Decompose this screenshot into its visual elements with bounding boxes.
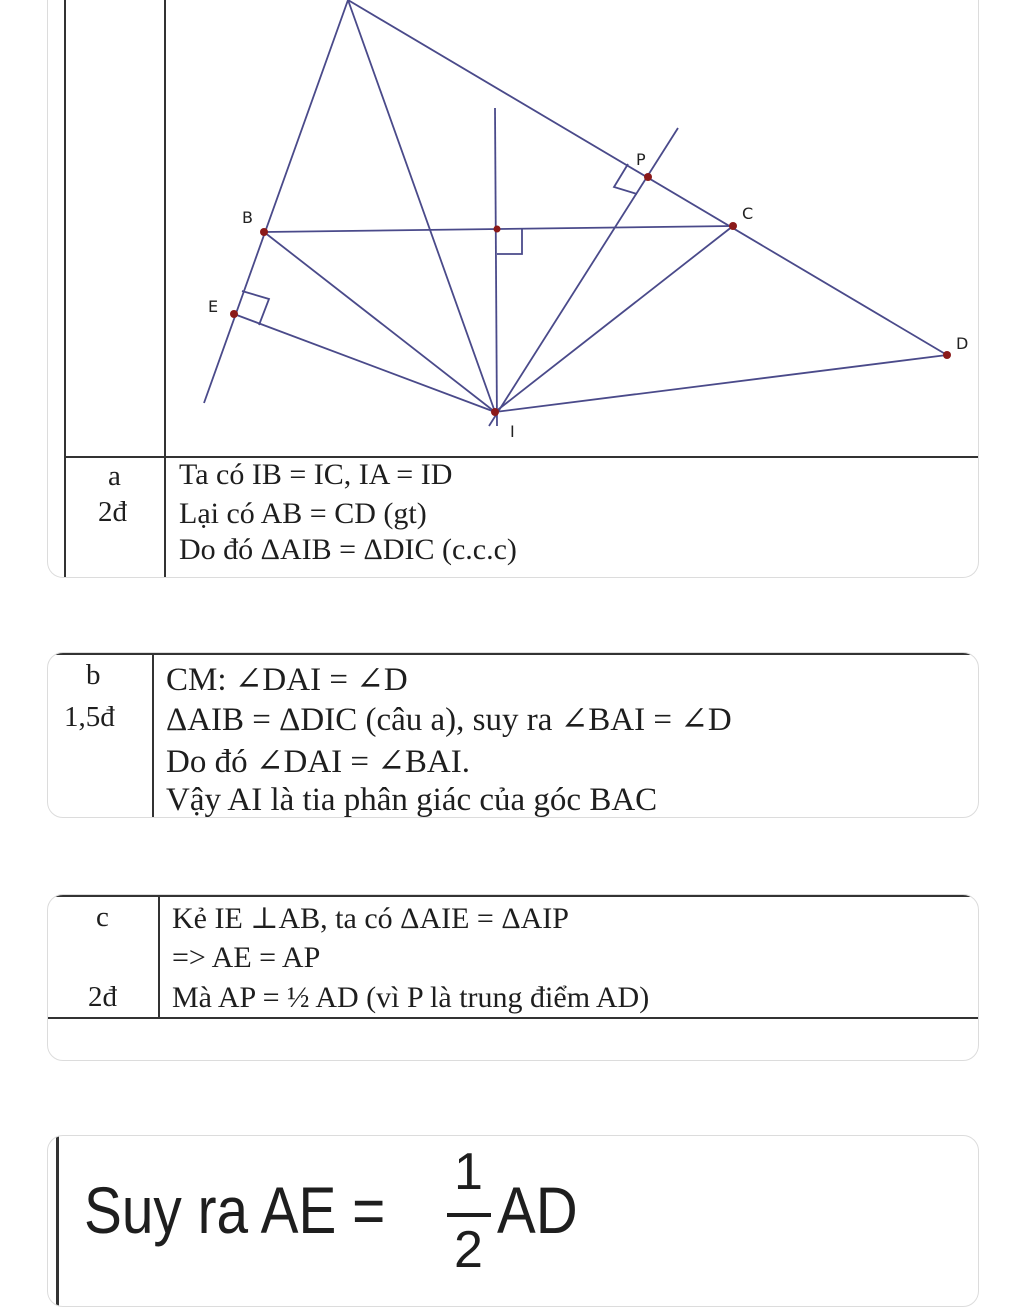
conclusion-card bbox=[47, 1135, 979, 1307]
conclusion-prefix: Suy ra AE = bbox=[84, 1173, 386, 1247]
segment-AB-extended bbox=[204, 0, 348, 403]
segment-AI bbox=[348, 0, 495, 412]
part-a-line-3: Do đó ΔAIB = ΔDIC (c.c.c) bbox=[179, 533, 517, 566]
part-a-line-2: Lại có AB = CD (gt) bbox=[179, 497, 427, 530]
segment-EI bbox=[234, 314, 495, 412]
part-a-line-1: Ta có IB = IC, IA = ID bbox=[179, 458, 453, 491]
line-IP-extended bbox=[489, 128, 678, 426]
table-top-border bbox=[48, 653, 978, 655]
part-c-points: 2đ bbox=[88, 981, 117, 1013]
point-I bbox=[491, 408, 499, 416]
label-C: C bbox=[742, 204, 754, 223]
part-c-line-3: Mà AP = ½ AD (vì P là trung điểm AD) bbox=[172, 981, 650, 1014]
fraction-denominator: 2 bbox=[454, 1221, 483, 1279]
part-b-line-3: Do đó ∠DAI = ∠BAI. bbox=[166, 744, 470, 780]
table-bottom-border bbox=[48, 1017, 978, 1019]
segment-BI bbox=[264, 232, 495, 412]
geometry-figure bbox=[48, 0, 978, 456]
table-row-divider-left bbox=[64, 456, 164, 458]
fraction-numerator: 1 bbox=[454, 1143, 483, 1201]
table-top-border bbox=[48, 895, 978, 897]
solution-card-c bbox=[47, 894, 979, 1061]
label-P: P bbox=[636, 150, 646, 169]
part-b-line-1: CM: ∠DAI = ∠D bbox=[166, 662, 408, 698]
fraction-bar bbox=[447, 1213, 491, 1217]
part-b-line-2: ΔAIB = ΔDIC (câu a), suy ra ∠BAI = ∠D bbox=[166, 702, 732, 738]
label-E: E bbox=[208, 297, 219, 316]
point-E bbox=[230, 310, 238, 318]
part-c-label: c bbox=[96, 901, 109, 933]
right-angle-mark-bc bbox=[497, 229, 522, 254]
label-I: I bbox=[510, 422, 515, 441]
perpendicular-bisector-BC bbox=[495, 108, 497, 426]
label-B: B bbox=[242, 208, 253, 227]
label-D: D bbox=[956, 334, 969, 353]
part-a-label: a bbox=[108, 460, 121, 492]
part-c-line-1: Kẻ IE ⊥AB, ta có ΔAIE = ΔAIP bbox=[172, 902, 569, 935]
conclusion-suffix: AD bbox=[497, 1173, 578, 1247]
table-column-divider bbox=[158, 895, 160, 1019]
segment-DI bbox=[495, 355, 947, 412]
right-angle-mark-e bbox=[242, 291, 269, 325]
point-P bbox=[644, 173, 652, 181]
point-D bbox=[943, 351, 951, 359]
segment-CI bbox=[495, 226, 733, 412]
point-midpoint-BC bbox=[494, 226, 501, 233]
point-C bbox=[729, 222, 737, 230]
conclusion-left-border bbox=[56, 1136, 59, 1306]
part-c-line-2: => AE = AP bbox=[172, 941, 321, 974]
part-b-label: b bbox=[86, 659, 101, 691]
point-B bbox=[260, 228, 268, 236]
part-b-line-4: Vậy AI là tia phân giác của góc BAC bbox=[166, 782, 658, 818]
solution-card-b bbox=[47, 652, 979, 818]
part-b-points: 1,5đ bbox=[64, 701, 115, 733]
part-a-points: 2đ bbox=[98, 496, 127, 528]
table-column-divider bbox=[152, 653, 154, 817]
solution-card-a bbox=[47, 0, 979, 578]
